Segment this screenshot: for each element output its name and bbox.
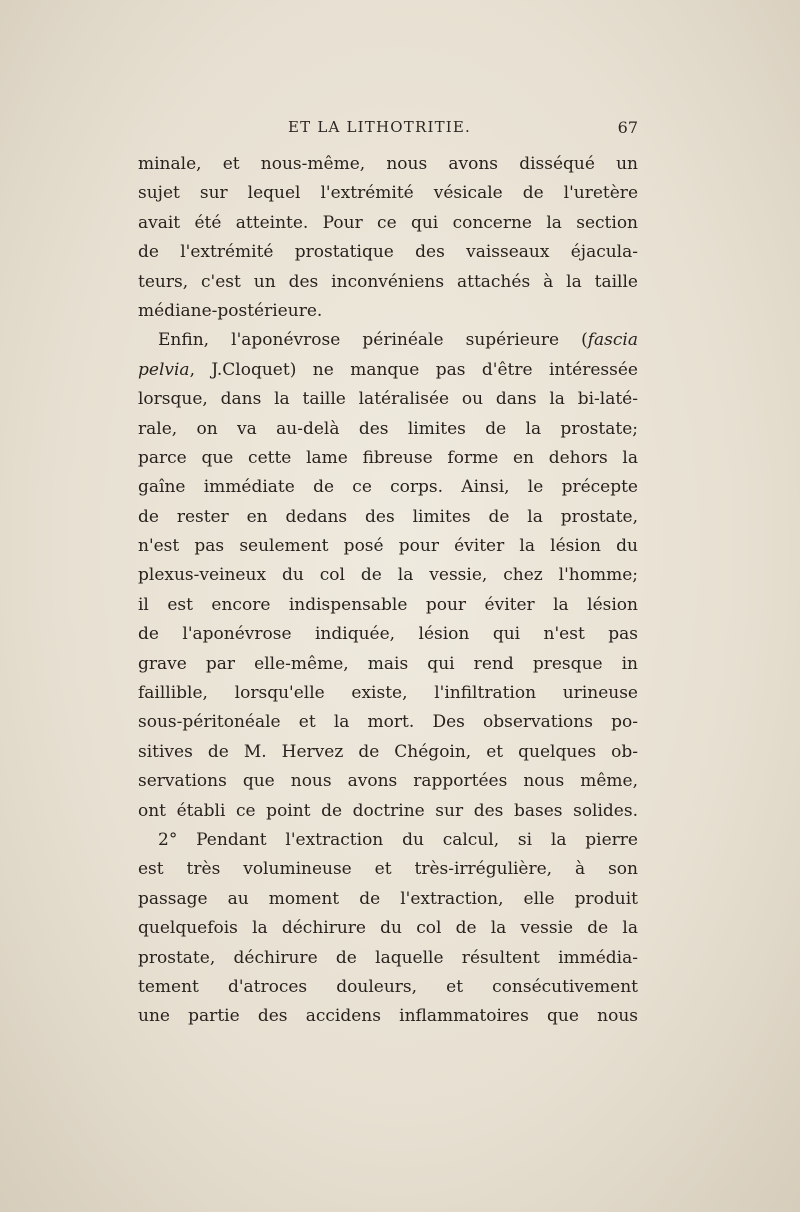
text-line: pelvia, J.Cloquet) ne manque pas d'être intéressée (138, 359, 638, 380)
text-line: avait été atteinte. Pour ce qui concerne la section (138, 212, 638, 233)
text-line: une partie des accidens inflammatoires que nous (138, 1006, 638, 1027)
text-line: gaîne immédiate de ce corps. Ainsi, le précepte (138, 477, 638, 498)
text-line: sous-péritonéale et la mort. Des observations po- (138, 712, 638, 733)
text-line: grave par elle-même, mais qui rend presque in (138, 653, 638, 674)
text-line: ont établi ce point de doctrine sur des bases solides. (138, 800, 638, 821)
text-line: plexus-veineux du col de la vessie, chez l'homme; (138, 565, 638, 586)
text-line: quelquefois la déchirure du col de la vessie de la (138, 918, 638, 939)
text-line: médiane-postérieure. (138, 300, 323, 321)
page-number: 67 (617, 118, 638, 137)
text-line: prostate, déchirure de laquelle résultent immédia- (138, 947, 638, 968)
text-line: il est encore indispensable pour éviter la lésion (138, 594, 638, 615)
text-line: parce que cette lame fibreuse forme en dehors la (138, 447, 638, 468)
text-line: de l'extrémité prostatique des vaisseaux éjacula- (138, 242, 638, 263)
text-line: de l'aponévrose indiquée, lésion qui n'est pas (138, 624, 638, 645)
text-line: tement d'atroces douleurs, et consécutivement (138, 976, 638, 997)
text-line: minale, et nous-même, nous avons disséqué un (138, 154, 638, 174)
text-line: n'est pas seulement posé pour éviter la lésion du (138, 536, 638, 557)
text-line: rale, on va au-delà des limites de la prostate; (138, 418, 638, 439)
page-header (138, 118, 638, 142)
text-line: teurs, c'est un des inconvéniens attachés à la taille (138, 271, 638, 292)
text-line: passage au moment de l'extraction, elle produit (138, 888, 638, 909)
italic-term: pelvia (138, 359, 190, 380)
text-line: sujet sur lequel l'extrémité vésicale de l'uretère (138, 183, 638, 204)
text-line: de rester en dedans des limites de la prostate, (138, 506, 638, 527)
text-line: servations que nous avons rapportées nous même, (138, 771, 638, 792)
text-line: sitives de M. Hervez de Chégoin, et quelques ob- (138, 741, 638, 762)
text-line: est très volumineuse et très-irrégulière, à son (138, 859, 638, 880)
text-line: Enfin, l'aponévrose périnéale supérieure (fascia (158, 330, 638, 351)
text-line: lorsque, dans la taille latéralisée ou dans la bi-laté- (138, 389, 638, 410)
text-line: faillible, lorsqu'elle existe, l'infiltration urineuse (138, 683, 638, 704)
text-line: 2° Pendant l'extraction du calcul, si la pierre (158, 829, 638, 850)
italic-term: fascia (587, 330, 638, 351)
running-title: ET LA LITHOTRITIE. (288, 118, 472, 136)
body-text (138, 150, 638, 1032)
